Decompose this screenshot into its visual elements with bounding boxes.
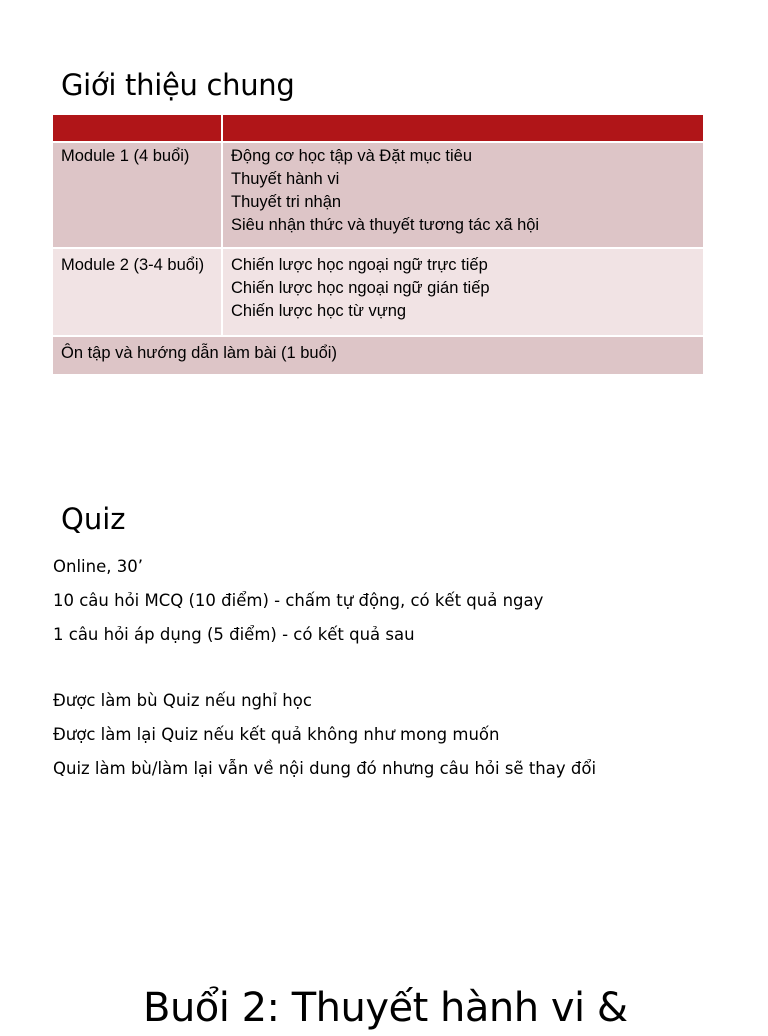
list-item: Chiến lược học ngoại ngữ trực tiếp (231, 256, 488, 274)
quiz-mcq-line: 10 câu hỏi MCQ (10 điểm) - chấm tự động, có kết quả ngay (53, 591, 544, 610)
spacer (53, 652, 596, 684)
module-1-topics (222, 142, 703, 248)
quiz-format-line: Online, 30’ (53, 557, 143, 576)
module-2-topics (222, 248, 703, 336)
list-item: Thuyết hành vi (231, 170, 340, 188)
quiz-details (53, 550, 596, 786)
topic-list (231, 254, 695, 323)
intro-section-title: Giới thiệu chung (61, 68, 295, 102)
table-row-review (53, 336, 703, 374)
table-header-cell (222, 115, 703, 142)
module-2-label: Module 2 (3-4 buổi) (53, 248, 222, 336)
quiz-makeup-rule: Được làm bù Quiz nếu nghỉ học (53, 691, 312, 710)
table-row-module-1 (53, 142, 703, 248)
list-item: Chiến lược học từ vựng (231, 302, 407, 320)
table-header-row (53, 115, 703, 142)
list-item: Chiến lược học ngoại ngữ gián tiếp (231, 279, 490, 297)
list-item: Thuyết tri nhận (231, 193, 342, 211)
quiz-content-rule: Quiz làm bù/làm lại vẫn về nội dung đó nhưng câu hỏi sẽ thay đổi (53, 759, 597, 778)
quiz-retake-rule: Được làm lại Quiz nếu kết quả không như mong muốn (53, 725, 500, 744)
table-header-cell (53, 115, 222, 142)
session-2-title: Buổi 2: Thuyết hành vi & (143, 985, 628, 1031)
quiz-applied-line: 1 câu hỏi áp dụng (5 điểm) - có kết quả sau (53, 625, 415, 644)
module-1-label: Module 1 (4 buổi) (53, 142, 222, 248)
list-item: Siêu nhận thức và thuyết tương tác xã hội (231, 216, 540, 234)
list-item: Động cơ học tập và Đặt mục tiêu (231, 147, 473, 165)
table-row-module-2 (53, 248, 703, 336)
review-session-cell: Ôn tập và hướng dẫn làm bài (1 buổi) (53, 336, 703, 374)
course-structure-table (53, 115, 703, 374)
quiz-section-title: Quiz (61, 502, 126, 536)
topic-list (231, 145, 695, 237)
